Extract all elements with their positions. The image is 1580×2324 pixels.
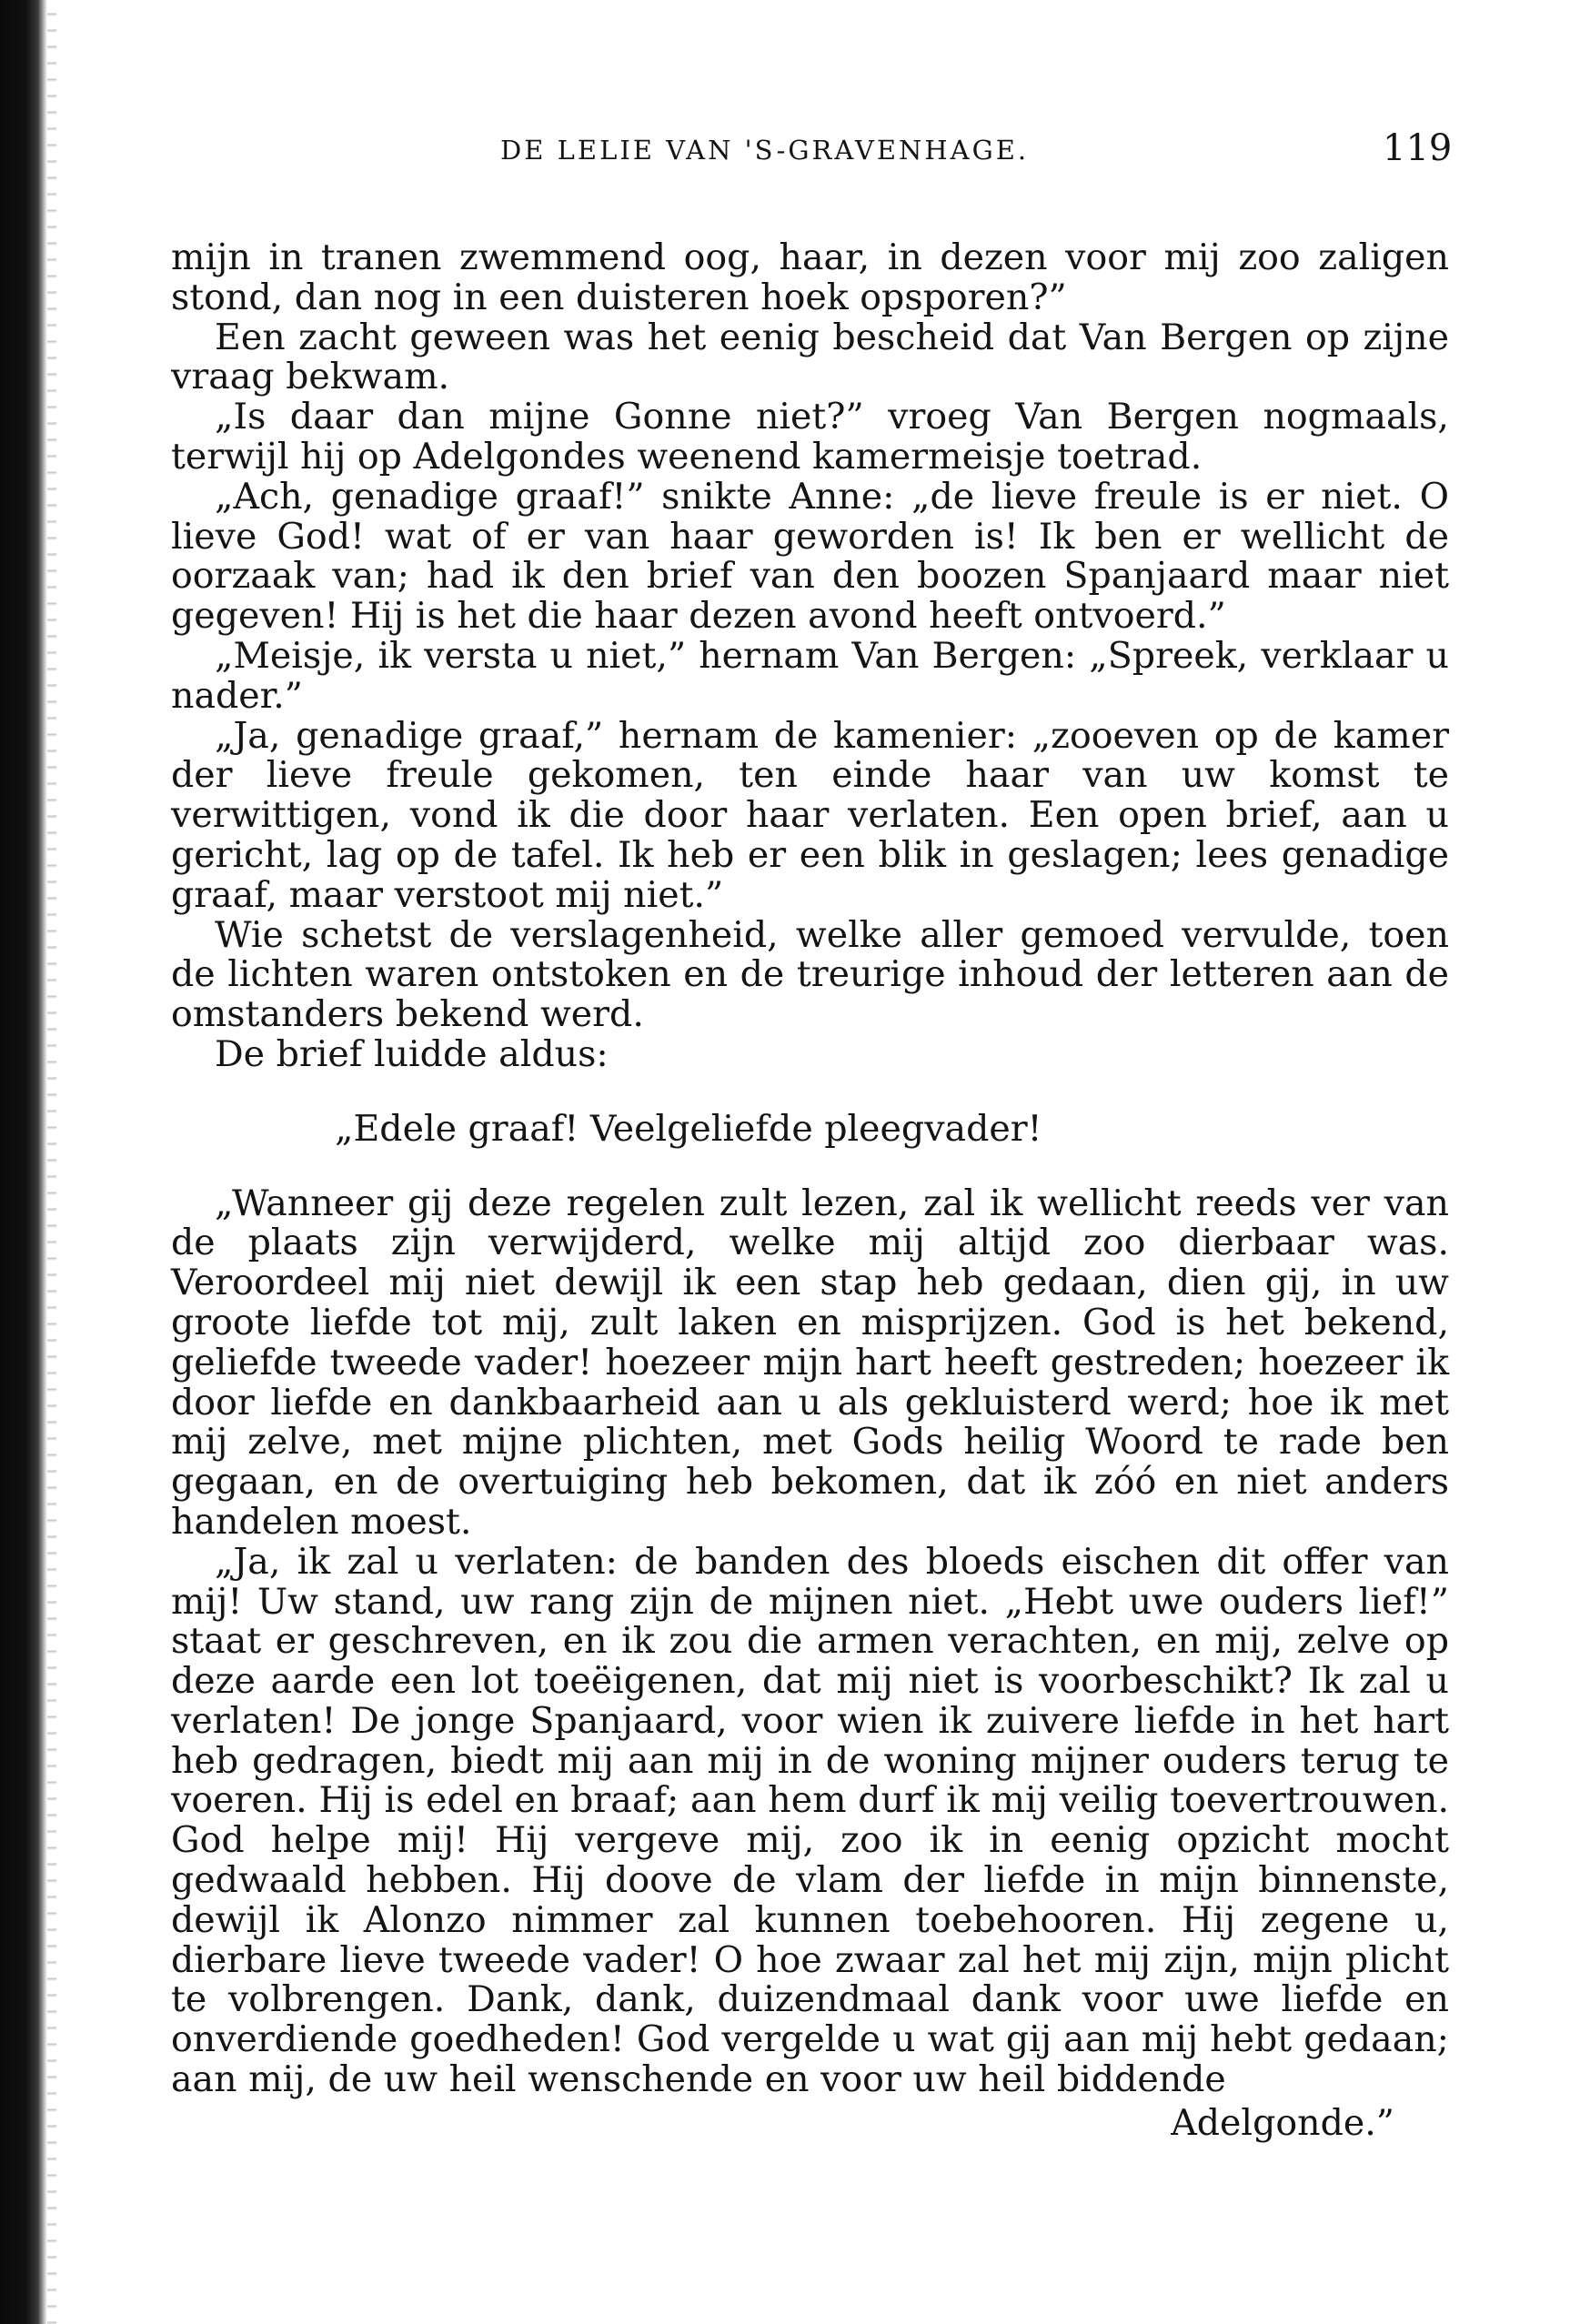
paragraph: „Ja, genadige graaf,” hernam de kamenier: „zooeven op de kamer der lieve freule gekomen, ten einde haar van uw komst te verwittigen, vond ik die door haar verlaten. Een open brief, aan u gericht, lag op de tafel. Ik heb er een blik in geslagen; lees genadige graaf, maar verstoot mij niet.” <box>171 714 1449 916</box>
paragraph: De brief luidde aldus: <box>215 1032 609 1075</box>
letter-signature: Adelgonde.” <box>1171 2101 1394 2144</box>
running-title: DE LELIE VAN 'S-GRAVENHAGE. <box>500 135 1030 166</box>
paragraph: Een zacht geween was het eenig bescheid dat Van Bergen op zijne vraag bekwam. <box>171 316 1449 398</box>
running-head <box>0 127 1580 182</box>
letter-salutation: „Edele graaf! Veelgeliefde pleegvader! <box>335 1107 1042 1150</box>
paragraph: Wie schetst de verslagenheid, welke aller gemoed vervulde, toen de lichten waren ontstoken en de treurige inhoud der letteren aan de omstanders bekend werd. <box>171 913 1449 1036</box>
paragraph: „Is daar dan mijne Gonne niet?” vroeg Van Bergen nogmaals, terwijl hij op Adelgondes weenend kamermeisje toetrad. <box>171 396 1449 478</box>
page-gutter-edge <box>47 0 56 2324</box>
letter-paragraph: „Ja, ik zal u verlaten: de banden des bloeds eischen dit offer van mij! Uw stand, uw rang zijn de mijnen niet. „Hebt uwe ouders lief!” staat er geschreven, en ik zou die armen verachten, en mij, zelve op deze aarde een lot toeëigenen, dat mij niet is voorbeschikt? Ik zal u verlaten! De jonge Spanjaard, voor wien ik zuivere liefde in het hart heb gedragen, biedt mij aan mij in de woning mijner ouders terug te voeren. Hij is edel en braaf; aan hem durf ik mij veilig toevertrouwen. God helpe mij! Hij vergeve mij, zoo ik in eenig opzicht mocht gedwaald hebben. Hij doove de vlam der liefde in mijn binnenste, dewijl ik Alonzo nimmer zal kunnen toebehooren. Hij zegene u, dierbare lieve tweede vader! O hoe zwaar zal het mij zijn, mijn plicht te volbrengen. Dank, dank, duizendmaal dank voor uwe liefde en onverdiende goedheden! God vergelde u wat gij aan mij hebt gedaan; aan mij, de uw heil wenschende en voor uw heil biddende <box>171 1540 1449 2101</box>
page-number: 119 <box>1383 127 1453 169</box>
paragraph: „Ach, genadige graaf!” snikte Anne: „de lieve freule is er niet. O lieve God! wat of er van haar geworden is! Ik ben er wellicht de oorzaak van; had ik den brief van den boozen Spanjaard maar niet gegeven! Hij is het die haar dezen avond heeft ontvoerd.” <box>171 475 1449 638</box>
body-text <box>171 238 1449 2144</box>
letter-paragraph: „Wanneer gij deze regelen zult lezen, zal ik wellicht reeds ver van de plaats zijn verwijderd, welke mij altijd zoo dierbaar was. Veroordeel mij niet dewijl ik een stap heb gedaan, dien gij, in uw groote liefde tot mij, zult laken en misprijzen. God is het bekend, geliefde tweede vader! hoezeer mijn hart heeft gestreden; hoezeer ik door liefde en dankbaarheid aan u als gekluisterd werd; hoe ik met mij zelve, met mijne plichten, met Gods heilig Woord te rade ben gegaan, en de overtuiging heb bekomen, dat ik zóó en niet anders handelen moest. <box>171 1182 1449 1543</box>
paragraph: „Meisje, ik versta u niet,” hernam Van Bergen: „Spreek, verklaar u nader.” <box>171 634 1449 717</box>
book-spine-shadow <box>0 0 47 2324</box>
paragraph: mijn in tranen zwemmend oog, haar, in dezen voor mij zoo zaligen stond, dan nog in een duisteren hoek opsporen?” <box>171 236 1449 318</box>
